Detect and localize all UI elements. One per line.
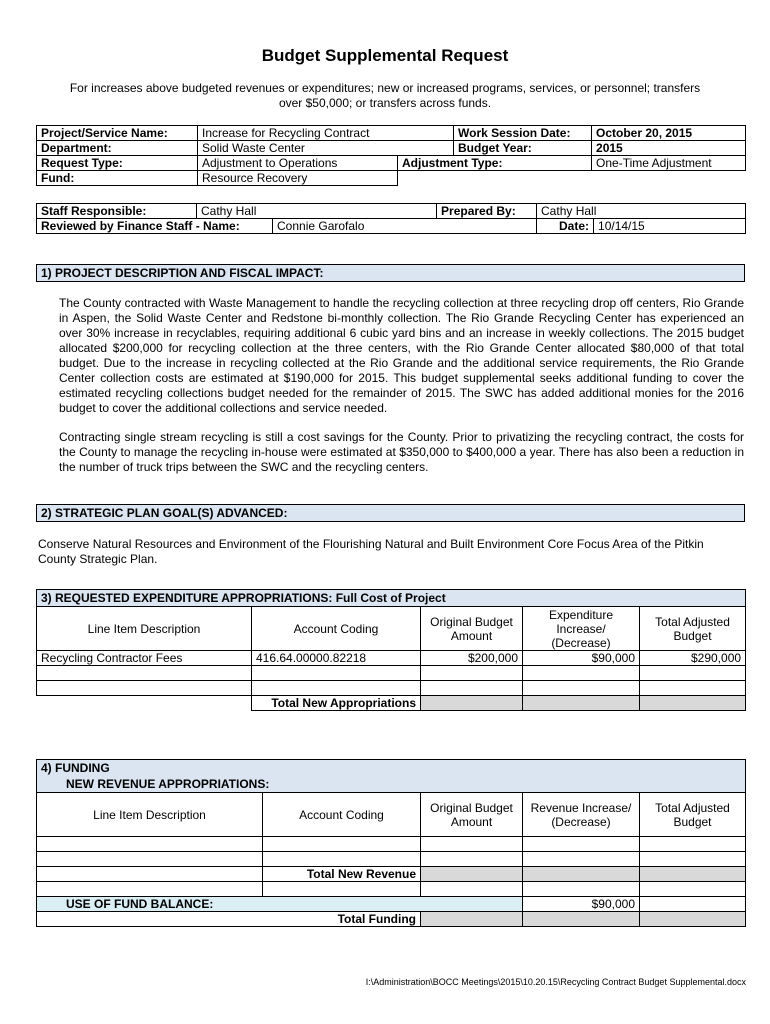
section1-paragraph-1: The County contracted with Waste Management to handle the recycling collection at three recycling drop off centers, Rio Grande in Aspen, the Solid Waste Center and Redstone bi-monthly collection. The Rio Grande Recycling Center has experienced an over 30% increase in recyclables, requiring additional 6 cubic yard bins and an increase in weekly collections. The 2015 budget allocated $200,000 for recycling collection at the three centers, with the Rio Grande Center allocated $80,000 of that total budget. Due to the increase in recycling collected at the Rio Grande and the additional service requirements, the Rio Grande Center collection costs are estimated at $190,000 for 2015. This budget supplemental seeks additional funding to cover the estimated recycling collections budget needed for the remainder of 2015. The SWC has added additional monies for the 2016 budget to cover the additional collections and service needed. xyxy=(59,296,744,415)
total-adjusted-cell xyxy=(640,696,746,711)
adjustment-type-value: One-Time Adjustment xyxy=(592,156,746,171)
col-original-budget: Original Budget Amount xyxy=(421,793,523,837)
fund-balance-label: USE OF FUND BALANCE: xyxy=(37,897,523,912)
budget-year-value: 2015 xyxy=(592,141,746,156)
fund-balance-value: $90,000 xyxy=(523,897,640,912)
row1-desc: Recycling Contractor Fees xyxy=(37,651,252,666)
row1-total: $290,000 xyxy=(640,651,746,666)
table-row xyxy=(37,852,746,867)
page-title: Budget Supplemental Request xyxy=(261,46,509,65)
staff-label: Staff Responsible: xyxy=(37,204,197,219)
col-original-budget: Original Budget Amount xyxy=(421,607,523,651)
row1-code: 416.64.00000.82218 xyxy=(252,651,421,666)
project-label: Project/Service Name: xyxy=(37,126,198,141)
section3-heading: 3) REQUESTED EXPENDITURE APPROPRIATIONS: Full Cost of Project xyxy=(37,590,746,607)
reviewed-label: Reviewed by Finance Staff - Name: xyxy=(37,219,273,234)
expenditure-table xyxy=(36,589,746,711)
row1-orig: $200,000 xyxy=(421,651,523,666)
budget-year-label: Budget Year: xyxy=(454,141,592,156)
work-session-value: October 20, 2015 xyxy=(592,126,746,141)
request-type-value: Adjustment to Operations xyxy=(198,156,398,171)
total-funding-label: Total Funding xyxy=(37,912,421,927)
total-orig-cell xyxy=(421,696,523,711)
col-revenue-increase: Revenue Increase/ (Decrease) xyxy=(523,793,640,837)
fund-value: Resource Recovery xyxy=(198,171,398,186)
date-label: Date: xyxy=(537,219,594,234)
section1-paragraph-2: Contracting single stream recycling is still a cost savings for the County. Prior to privatizing the recycling contract, the costs for the County to manage the recycling in-house were estimated at $350,000 to $400,000 a year. There has also been a reduction in the number of truck trips between the SWC and the recycling centers. xyxy=(59,430,744,474)
table-row xyxy=(37,882,746,897)
project-value: Increase for Recycling Contract xyxy=(198,126,454,141)
section1-heading: 1) PROJECT DESCRIPTION AND FISCAL IMPACT: xyxy=(37,265,745,282)
adjustment-type-label: Adjustment Type: xyxy=(398,156,592,171)
request-info-table xyxy=(36,125,746,186)
table-row xyxy=(37,666,746,681)
section2-header xyxy=(36,504,745,522)
date-value: 10/14/15 xyxy=(594,219,746,234)
request-type-label: Request Type: xyxy=(37,156,198,171)
staff-value: Cathy Hall xyxy=(197,204,437,219)
total-inc-cell xyxy=(523,696,640,711)
col-total-adjusted: Total Adjusted Budget xyxy=(640,607,746,651)
section2-heading: 2) STRATEGIC PLAN GOAL(S) ADVANCED: xyxy=(37,505,745,522)
section4-subheading: NEW REVENUE APPROPRIATIONS: xyxy=(37,776,746,793)
staff-table xyxy=(36,203,746,234)
table-row xyxy=(37,681,746,696)
col-account-coding: Account Coding xyxy=(252,607,421,651)
section4-heading: 4) FUNDING xyxy=(37,760,746,777)
file-path-footer: I:\Administration\BOCC Meetings\2015\10.20.15\Recycling Contract Budget Supplemental.docx xyxy=(365,977,746,987)
department-value: Solid Waste Center xyxy=(198,141,454,156)
prepared-value: Cathy Hall xyxy=(537,204,746,219)
section1-header xyxy=(36,264,745,282)
section2-text: Conserve Natural Resources and Environment of the Flourishing Natural and Built Environment Core Focus Area of the Pitkin County Strategic Plan. xyxy=(38,537,704,566)
row1-inc: $90,000 xyxy=(523,651,640,666)
prepared-label: Prepared By: xyxy=(437,204,537,219)
page-subtitle: For increases above budgeted revenues or expenditures; new or increased programs, services, or personnel; transfers over $50,000; or transfers across funds. xyxy=(69,81,701,110)
col-expenditure-increase: Expenditure Increase/ (Decrease) xyxy=(523,607,640,651)
funding-table xyxy=(36,759,746,927)
table-row xyxy=(37,837,746,852)
total-appropriations-label: Total New Appropriations xyxy=(252,696,421,711)
total-revenue-label: Total New Revenue xyxy=(263,867,421,882)
col-line-item: Line Item Description xyxy=(37,607,252,651)
fund-label: Fund: xyxy=(37,171,198,186)
work-session-label: Work Session Date: xyxy=(454,126,592,141)
col-total-adjusted: Total Adjusted Budget xyxy=(640,793,746,837)
empty-cell xyxy=(398,171,746,186)
reviewed-value: Connie Garofalo xyxy=(273,219,537,234)
col-account-coding: Account Coding xyxy=(263,793,421,837)
col-line-item: Line Item Description xyxy=(37,793,263,837)
department-label: Department: xyxy=(37,141,198,156)
